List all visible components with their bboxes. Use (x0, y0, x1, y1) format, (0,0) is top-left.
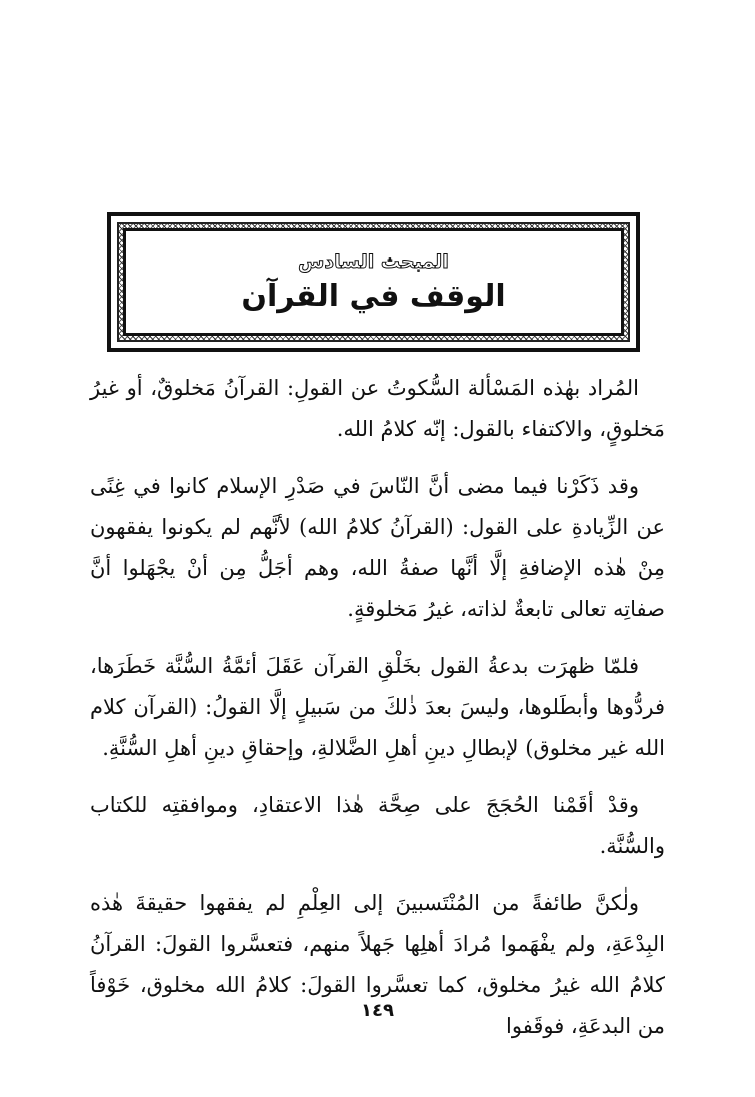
page-number: ١٤٩ (361, 1000, 394, 1021)
paragraph-4: وقدْ أقَمْنا الحُجَجَ على صِحَّة هٰذا الاعتقادِ، وموافقتِه للكتاب والسُّنَّة. (90, 793, 665, 858)
section-header-frame (107, 212, 640, 352)
section-header-box (123, 228, 624, 336)
paragraph-3: فلمّا ظهرَت بدعةُ القول بخَلْقِ القرآن عَقَلَ أئمَّةُ السُّنَّة خَطَرَها، فردُّوها وأبطَلوها، وليسَ بعدَ ذٰلكَ من سَبيلٍ إلَّا القولُ: (القرآن كلام الله غير مخلوق) لإبطالِ دينِ أهلِ الضَّلالةِ، وإحقاقِ دينِ أهلِ السُّنَّةِ. (90, 654, 665, 760)
paragraph-1: المُراد بهٰذه المَسْألة السُّكوتُ عن القولِ: القرآنُ مَخلوقٌ، أو غيرُ مَخلوقٍ، والاكتفاء بالقول: إنّه كلامُ الله. (90, 376, 665, 441)
paragraph-5: ولٰكنَّ طائفةً من المُنْتَسبينَ إلى العِلْمِ لم يفقهوا حقيقةَ هٰذه البِدْعَةِ، ولم يفْهَموا مُرادَ أهلِها جَهلاً منهم، فتعسَّروا القولَ: القرآنُ كلامُ الله غيرُ مخلوق، كما تعسَّروا القولَ: كلامُ الله مخلوق، خَوْفاً من البدعَةِ، فوقَفوا (90, 891, 665, 1038)
paragraph-2: وقد ذَكَرْنا فيما مضى أنَّ النّاسَ في صَدْرِ الإسلام كانوا في غِنًى عن الزِّيادةِ على القول: (القرآنُ كلامُ الله) لأنَّهم لم يكونوا يفقهون مِنْ هٰذه الإضافةِ إلَّا أنَّها صفةُ الله، وهم أجَلُّ مِن أنْ يجْهَلوا أنَّ صفاتِه تعالى تابعةٌ لذاته، غيرُ مَخلوقةٍ. (90, 474, 665, 621)
section-title: الوقف في القرآن (241, 278, 506, 314)
body-text (90, 368, 665, 1063)
section-label: المبحث السادس (298, 250, 449, 273)
